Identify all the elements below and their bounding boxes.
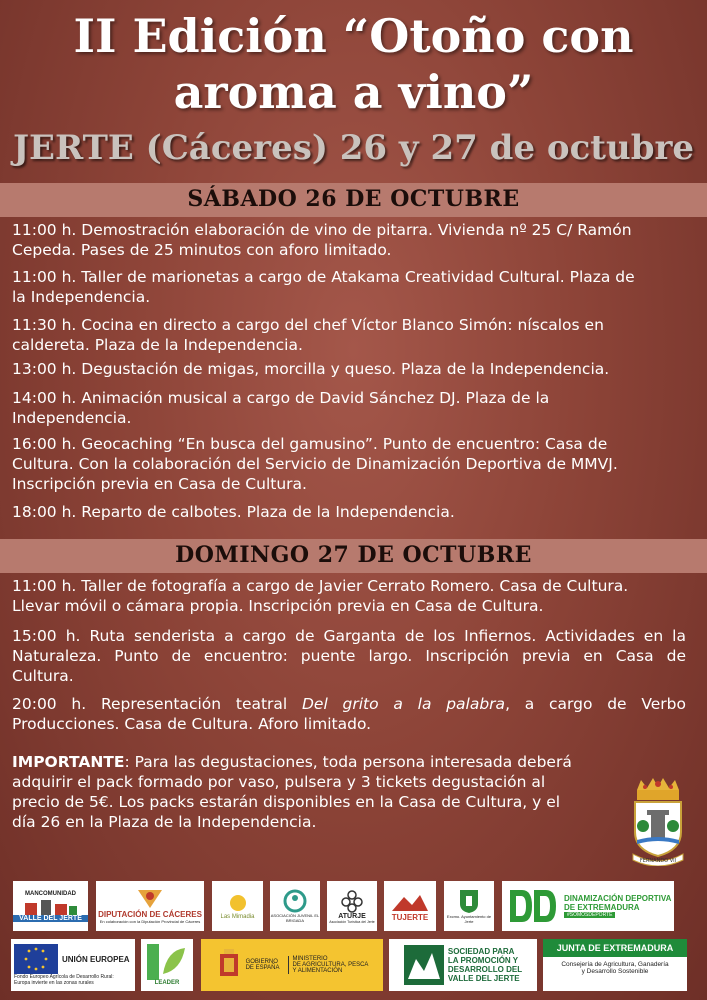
notice-line: adquirir el pack formado por vaso, pulsera y 3 tickets degustación al <box>12 773 546 791</box>
people-circle-icon <box>283 889 307 913</box>
logo-leader <box>141 939 193 991</box>
event-line: Producciones. Casa de Cultura. Aforo limitado. <box>12 715 372 733</box>
saturday-event-2 <box>12 267 686 307</box>
event-line: 11:00 h. Taller de marionetas a cargo de Atakama Creatividad Cultural. Plaza de <box>12 268 635 286</box>
event-line: Cultura. <box>12 667 74 685</box>
diputacion-emblem-icon <box>136 888 164 910</box>
event-line: 16:00 h. Geocaching “En busca del gamusino”. Punto de encuentro: Casa de <box>12 435 608 453</box>
event-line: Inscripción previa en Casa de Cultura. <box>12 475 307 493</box>
logo-tujerte <box>384 881 436 931</box>
logo-text: LA PROMOCIÓN Y <box>447 956 519 965</box>
logo-text: DINAMIZACIÓN DEPORTIVA <box>564 894 672 903</box>
logo-text: UNIÓN EUROPEA <box>62 954 130 964</box>
logo-ministerio-agricultura <box>201 939 383 991</box>
saturday-event-3 <box>12 315 686 355</box>
event-line: Cepeda. Pases de 25 minutos con aforo limitado. <box>12 241 392 259</box>
event-line: 11:30 h. Cocina en directo a cargo del chef Víctor Blanco Simón: níscalos en <box>12 316 604 334</box>
logo-text: Fondo Europeo Agrícola de Desarrollo Rural: <box>14 974 114 980</box>
logo-diputacion-caceres <box>96 881 204 931</box>
sociedad-emblem-icon <box>404 945 444 985</box>
logo-text: TUJERTE <box>391 912 429 922</box>
play-title: Del grito a la palabra <box>302 695 506 713</box>
saturday-event-5 <box>12 388 686 428</box>
sunday-event-1 <box>12 576 686 616</box>
logo-text: Consejería de Agricultura, Ganadería <box>561 961 669 968</box>
logo-text: JUNTA DE EXTREMADURA <box>543 939 687 957</box>
notice-line: precio de 5€. Los packs estarán disponibles en la Casa de Cultura, y el <box>12 793 561 811</box>
sunday-title: DOMINGO 27 DE OCTUBRE <box>175 542 532 568</box>
saturday-event-7 <box>12 502 686 522</box>
notice-line: día 26 en la Plaza de la Independencia. <box>12 813 317 831</box>
event-line: Llevar móvil o cámara propia. Inscripción previa en Casa de Cultura. <box>12 597 544 615</box>
event-line: 14:00 h. Animación musical a cargo de David Sánchez DJ. Plaza de la <box>12 389 550 407</box>
event-line: caldereta. Plaza de la Independencia. <box>12 336 303 354</box>
eu-header <box>14 944 130 974</box>
logo-text: ATURJE <box>338 912 366 920</box>
event-line: Cultura. Con la colaboración del Servicio de Dinamización Deportiva de MMVJ. <box>12 455 618 473</box>
logo-text: #SOMOSDEPORTE <box>564 912 615 918</box>
event-line: Independencia. <box>12 409 132 427</box>
logo-text: MANCOMUNIDAD <box>25 890 76 897</box>
title-line-2: aroma a vino” <box>173 65 534 119</box>
event-line: Naturaleza. Punto de encuentro: puente largo. Inscripción previa en Casa de <box>12 647 686 665</box>
saturday-event-4 <box>12 359 686 379</box>
logo-text: Europa invierte en las zonas rurales <box>14 980 94 986</box>
logo-text: VALLE DEL JERTE <box>13 915 88 922</box>
logo-aturje <box>327 881 377 931</box>
shield-icon <box>458 888 480 914</box>
event-text: , a cargo de Verbo <box>505 695 686 713</box>
logo-text: DE EXTREMADURA <box>564 903 640 912</box>
logo-text: ASOCIACIÓN JUVENIL EL BRIGADA <box>270 913 320 923</box>
leader-leaf-icon <box>147 944 187 980</box>
spain-coat-of-arms-icon <box>216 948 242 982</box>
subtitle-location-dates: JERTE (Cáceres) 26 y 27 de octubre <box>12 128 695 168</box>
logo-mancomunidad-valle-del-jerte <box>13 881 88 931</box>
notice-label: IMPORTANTE <box>12 753 125 771</box>
logo-text: Y ALIMENTACIÓN <box>292 968 343 974</box>
ministerio-text <box>288 956 369 974</box>
event-line: 15:00 h. Ruta senderista a cargo de Garganta de los Infiernos. Actividades en la <box>12 627 686 645</box>
event-text: 20:00 h. Representación teatral <box>12 695 302 713</box>
event-line <box>12 694 686 714</box>
sun-icon <box>225 892 251 914</box>
logo-text: Las Mimadia <box>220 914 255 920</box>
event-line: la Independencia. <box>12 288 151 306</box>
event-line: 11:00 h. Taller de fotografía a cargo de Javier Cerrato Romero. Casa de Cultura. <box>12 577 629 595</box>
logo-asociacion-juvenil <box>270 881 320 931</box>
saturday-title: SÁBADO 26 DE OCTUBRE <box>187 186 520 212</box>
logo-text: Excmo. Ayuntamiento de Jerte <box>446 914 492 924</box>
sunday-event-2 <box>12 626 686 686</box>
saturday-event-1 <box>12 220 686 260</box>
flower-icon <box>340 889 364 913</box>
event-line: 13:00 h. Degustación de migas, morcilla y queso. Plaza de la Independencia. <box>12 360 610 378</box>
crest-motto: FERNANDO VII <box>639 858 677 864</box>
logo-sociedad-valle-del-jerte <box>389 939 537 991</box>
logo-text: DE ESPAÑA <box>245 965 280 971</box>
logo-las-mimadia <box>212 881 263 931</box>
logo-text: SOCIEDAD PARA <box>447 947 515 956</box>
logo-text: DE AGRICULTURA, PESCA <box>292 962 369 968</box>
jerte-coat-of-arms <box>627 778 689 866</box>
dd-monogram-icon <box>508 888 558 924</box>
logo-junta-extremadura <box>543 939 687 991</box>
logo-text: GOBIERNO <box>245 959 278 965</box>
logo-text: DESARROLLO DEL <box>447 965 523 974</box>
logo-text: Asociación Turística del Jerte <box>329 919 375 924</box>
logo-union-europea <box>11 939 135 991</box>
logo-text: y Desarrollo Sostenible <box>581 968 649 975</box>
notice-text: : Para las degustaciones, toda persona interesada deberá <box>124 753 572 771</box>
notice-line <box>12 752 612 772</box>
important-notice <box>12 752 612 832</box>
sociedad-text <box>448 947 522 983</box>
logo-text: En colaboración con la Diputación Provincial de Cáceres <box>99 919 201 924</box>
event-line: 11:00 h. Demostración elaboración de vino de pitarra. Vivienda nº 25 C/ Ramón <box>12 221 632 239</box>
logo-text: DIPUTACIÓN DE CÁCERES <box>98 910 202 919</box>
gobierno-text <box>246 959 280 971</box>
mountain-icon <box>390 891 430 913</box>
sunday-event-3 <box>12 694 686 734</box>
dinamizacion-text-block <box>564 894 671 918</box>
logo-ayuntamiento-jerte <box>444 881 494 931</box>
village-icon <box>21 897 81 915</box>
logo-text: LEADER <box>154 980 180 986</box>
saturday-event-6 <box>12 434 686 494</box>
crown-icon <box>637 778 679 800</box>
logo-text: VALLE DEL JERTE <box>447 974 520 983</box>
title-line-1: II Edición “Otoño con <box>73 9 634 63</box>
logo-dinamizacion-deportiva <box>502 881 674 931</box>
event-line: 18:00 h. Reparto de calbotes. Plaza de la Independencia. <box>12 503 455 521</box>
logo-text: MINISTERIO <box>292 956 328 962</box>
eu-flag-icon <box>14 944 58 974</box>
